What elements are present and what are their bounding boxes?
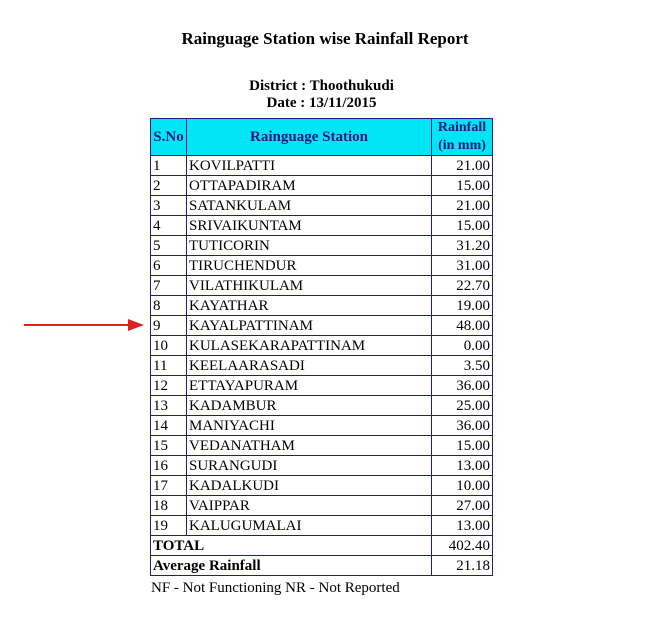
cell-rainfall: 3.50 xyxy=(432,356,493,376)
cell-sno: 6 xyxy=(151,256,187,276)
table-row xyxy=(151,276,493,296)
cell-rainfall: 48.00 xyxy=(432,316,493,336)
table-row xyxy=(151,176,493,196)
cell-sno: 11 xyxy=(151,356,187,376)
cell-rainfall: 0.00 xyxy=(432,336,493,356)
cell-sno: 12 xyxy=(151,376,187,396)
total-label: TOTAL xyxy=(151,536,432,556)
cell-rainfall: 22.70 xyxy=(432,276,493,296)
cell-sno: 16 xyxy=(151,456,187,476)
cell-station: ETTAYAPURAM xyxy=(187,376,432,396)
table-row xyxy=(151,376,493,396)
cell-rainfall: 13.00 xyxy=(432,516,493,536)
cell-rainfall: 13.00 xyxy=(432,456,493,476)
footnote: NF - Not Functioning NR - Not Reported xyxy=(151,580,400,596)
table-row xyxy=(151,196,493,216)
cell-rainfall: 36.00 xyxy=(432,376,493,396)
cell-station: KALUGUMALAI xyxy=(187,516,432,536)
cell-sno: 8 xyxy=(151,296,187,316)
date-label: Date : 13/11/2015 xyxy=(266,95,377,111)
cell-sno: 9 xyxy=(151,316,187,336)
cell-sno: 4 xyxy=(151,216,187,236)
header-sno: S.No xyxy=(151,119,187,156)
cell-sno: 2 xyxy=(151,176,187,196)
cell-station: TIRUCHENDUR xyxy=(187,256,432,276)
cell-sno: 10 xyxy=(151,336,187,356)
cell-sno: 18 xyxy=(151,496,187,516)
cell-sno: 7 xyxy=(151,276,187,296)
cell-sno: 3 xyxy=(151,196,187,216)
table-row xyxy=(151,416,493,436)
cell-sno: 15 xyxy=(151,436,187,456)
average-label: Average Rainfall xyxy=(151,556,432,576)
cell-sno: 14 xyxy=(151,416,187,436)
cell-rainfall: 31.00 xyxy=(432,256,493,276)
cell-rainfall: 21.00 xyxy=(432,196,493,216)
table-row xyxy=(151,156,493,176)
table-row xyxy=(151,356,493,376)
cell-station: KAYATHAR xyxy=(187,296,432,316)
cell-rainfall: 15.00 xyxy=(432,436,493,456)
cell-rainfall: 19.00 xyxy=(432,296,493,316)
cell-station: VILATHIKULAM xyxy=(187,276,432,296)
average-value: 21.18 xyxy=(432,556,493,576)
cell-station: KAYALPATTINAM xyxy=(187,316,432,336)
table-row xyxy=(151,256,493,276)
total-value: 402.40 xyxy=(432,536,493,556)
cell-station: KADALKUDI xyxy=(187,476,432,496)
table-row xyxy=(151,496,493,516)
header-rainfall-line1: Rainfall xyxy=(437,120,487,135)
cell-rainfall: 36.00 xyxy=(432,416,493,436)
cell-sno: 5 xyxy=(151,236,187,256)
table-row xyxy=(151,436,493,456)
cell-station: SRIVAIKUNTAM xyxy=(187,216,432,236)
cell-station: TUTICORIN xyxy=(187,236,432,256)
report-title: Rainguage Station wise Rainfall Report xyxy=(181,29,469,48)
cell-station: SURANGUDI xyxy=(187,456,432,476)
total-row xyxy=(151,536,493,556)
header-station: Rainguage Station xyxy=(187,119,432,156)
cell-station: VAIPPAR xyxy=(187,496,432,516)
cell-station: OTTAPADIRAM xyxy=(187,176,432,196)
cell-rainfall: 25.00 xyxy=(432,396,493,416)
cell-rainfall: 15.00 xyxy=(432,216,493,236)
cell-sno: 19 xyxy=(151,516,187,536)
cell-sno: 13 xyxy=(151,396,187,416)
red-arrow-icon xyxy=(24,318,144,332)
cell-rainfall: 21.00 xyxy=(432,156,493,176)
header-rainfall xyxy=(432,119,493,156)
table-row xyxy=(151,216,493,236)
table-row xyxy=(151,336,493,356)
table-row xyxy=(151,476,493,496)
district-label: District : Thoothukudi xyxy=(249,78,394,94)
table-row xyxy=(151,316,493,336)
cell-station: KOVILPATTI xyxy=(187,156,432,176)
table-header-row xyxy=(151,119,493,156)
cell-sno: 17 xyxy=(151,476,187,496)
cell-station: SATANKULAM xyxy=(187,196,432,216)
cell-station: KEELAARASADI xyxy=(187,356,432,376)
header-rainfall-line2: (in mm) xyxy=(438,138,486,153)
cell-station: KULASEKARAPATTINAM xyxy=(187,336,432,356)
cell-station: MANIYACHI xyxy=(187,416,432,436)
cell-rainfall: 27.00 xyxy=(432,496,493,516)
table-row xyxy=(151,396,493,416)
average-row xyxy=(151,556,493,576)
cell-rainfall: 10.00 xyxy=(432,476,493,496)
cell-sno: 1 xyxy=(151,156,187,176)
cell-rainfall: 15.00 xyxy=(432,176,493,196)
rainfall-table xyxy=(150,118,493,576)
table-row xyxy=(151,236,493,256)
table-row xyxy=(151,516,493,536)
cell-station: VEDANATHAM xyxy=(187,436,432,456)
cell-rainfall: 31.20 xyxy=(432,236,493,256)
cell-station: KADAMBUR xyxy=(187,396,432,416)
table-row xyxy=(151,296,493,316)
table-row xyxy=(151,456,493,476)
